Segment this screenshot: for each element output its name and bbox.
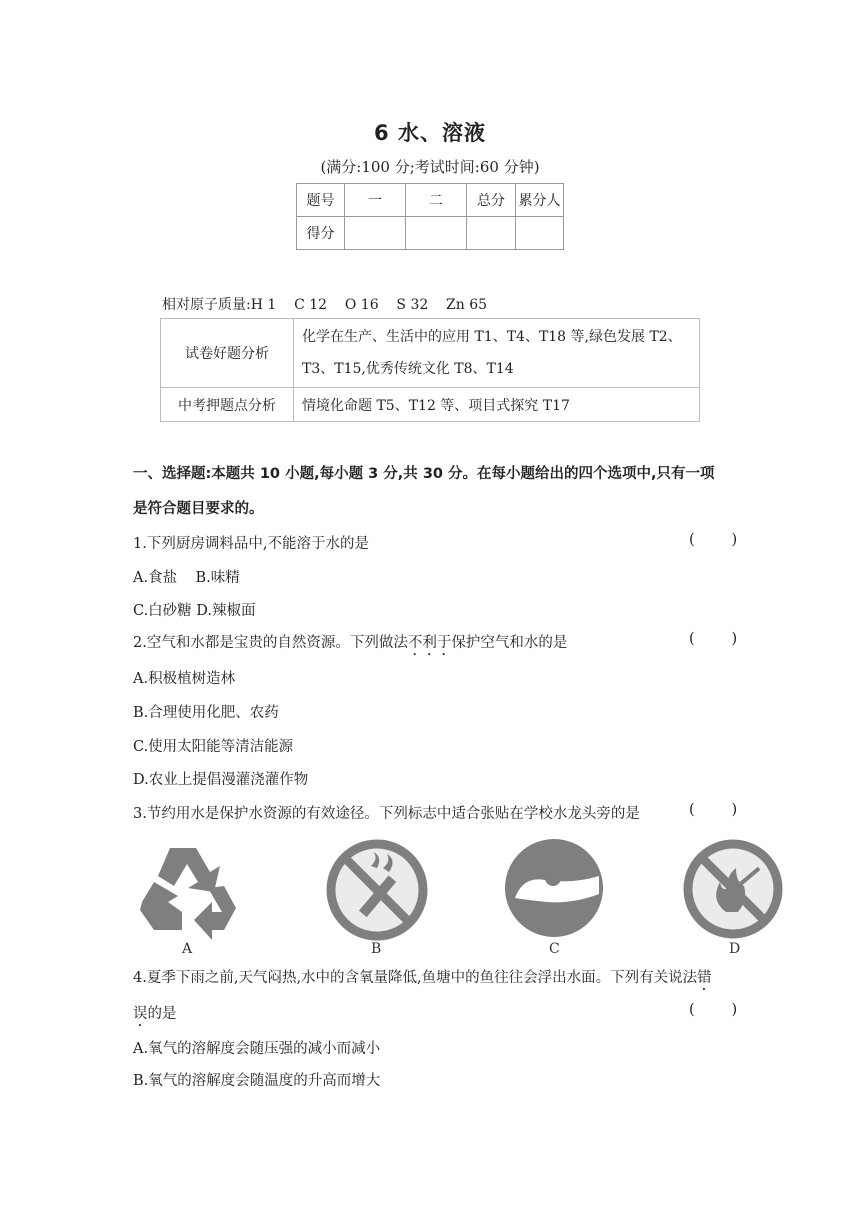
option: A.积极植树造林 bbox=[133, 671, 236, 687]
section-heading: 一、选择题:本题共 10 小题,每小题 3 分,共 30 分。在每小题给出的四个选项中,只有一项 bbox=[133, 466, 715, 482]
question-1-stem: 1.下列厨房调料品中,不能溶于水的是 bbox=[133, 536, 369, 552]
answer-paren: ( ) bbox=[689, 802, 738, 818]
score-cell bbox=[345, 217, 406, 250]
page-title: 6 水、溶液 bbox=[374, 121, 486, 145]
answer-paren: ( ) bbox=[689, 631, 738, 647]
score-header: 二 bbox=[406, 184, 467, 217]
score-cell bbox=[516, 217, 564, 250]
analysis-label: 试卷好题分析 bbox=[161, 319, 294, 388]
recycle-icon bbox=[134, 840, 242, 940]
sign-label: A bbox=[182, 941, 193, 957]
question-3-stem: 3.节约用水是保护水资源的有效途径。下列标志中适合张贴在学校水龙头旁的是 bbox=[133, 806, 640, 822]
score-header: 累分人 bbox=[516, 184, 564, 217]
no-fire-icon bbox=[682, 838, 784, 940]
question-4-stem-cont: 误的是 bbox=[133, 1006, 177, 1022]
option: C.使用太阳能等清洁能源 bbox=[133, 739, 294, 755]
question-4-stem: 4.夏季下雨之前,天气闷热,水中的含氧量降低,鱼塘中的鱼往往会浮出水面。下列有关说法错 bbox=[133, 970, 712, 986]
score-row-label: 得分 bbox=[297, 217, 345, 250]
option: A.氧气的溶解度会随压强的减小而减小 bbox=[133, 1041, 381, 1057]
option: B.氧气的溶解度会随温度的升高而增大 bbox=[133, 1073, 381, 1089]
option: B.合理使用化肥、农药 bbox=[133, 705, 279, 721]
analysis-text: 情境化命题 T5、T12 等、项目式探究 T17 bbox=[294, 388, 700, 422]
question-1-options-cd: C.白砂糖 D.辣椒面 bbox=[133, 603, 256, 619]
question-2-stem: 2.空气和水都是宝贵的自然资源。下列做法不利于保护空气和水的是 bbox=[133, 635, 568, 651]
score-table bbox=[296, 183, 564, 250]
score-header: 一 bbox=[345, 184, 406, 217]
section-heading: 是符合题目要求的。 bbox=[133, 501, 264, 517]
water-saving-icon bbox=[503, 836, 605, 940]
question-1-options-ab: A.食盐 B.味精 bbox=[133, 570, 240, 586]
answer-paren: ( ) bbox=[689, 532, 738, 548]
option: D.农业上提倡漫灌浇灌作物 bbox=[133, 772, 309, 788]
score-cell bbox=[467, 217, 516, 250]
score-header: 总分 bbox=[467, 184, 516, 217]
exam-info: (满分:100 分;考试时间:60 分钟) bbox=[320, 158, 540, 176]
analysis-table bbox=[160, 318, 700, 422]
analysis-text: 化学在生产、生活中的应用 T1、T4、T18 等,绿色发展 T2、 T3、T15,优秀传统文化 T8、T14 bbox=[294, 319, 700, 388]
atomic-mass: 相对原子质量:H 1 C 12 O 16 S 32 Zn 65 bbox=[162, 297, 488, 313]
score-cell bbox=[406, 217, 467, 250]
score-header: 题号 bbox=[297, 184, 345, 217]
sign-label: B bbox=[371, 941, 382, 957]
sign-label: D bbox=[729, 941, 741, 957]
no-smoking-icon bbox=[325, 838, 429, 942]
analysis-label: 中考押题点分析 bbox=[161, 388, 294, 422]
sign-label: C bbox=[549, 941, 560, 957]
answer-paren: ( ) bbox=[689, 1002, 738, 1018]
